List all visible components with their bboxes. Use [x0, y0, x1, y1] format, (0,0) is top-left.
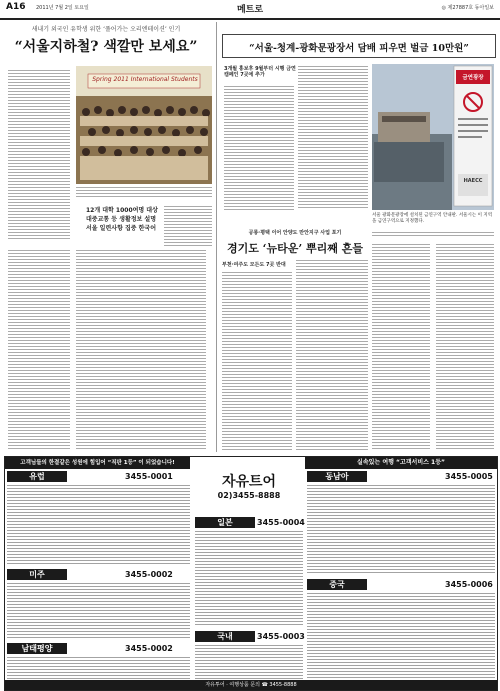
- column-divider: [216, 22, 217, 452]
- students-photo: [76, 66, 212, 184]
- china-listings: [307, 593, 495, 679]
- sign-text: HAECC: [463, 178, 483, 184]
- story2-body-text-3: [372, 232, 494, 238]
- sign-photo-caption: 서울 광화문광장에 설치된 금연구역 안내판. 서울시는 이 지역을 금연구역으로 지정했다.: [372, 213, 493, 224]
- region-header-southeast-asia: [307, 471, 367, 482]
- region-phone-china: 3455-0006: [445, 580, 493, 589]
- travel-advertisement: [4, 456, 498, 691]
- region-phone-domestic: 3455-0003: [257, 632, 305, 641]
- domestic-listings: [195, 645, 303, 679]
- story1-body-text-3: [76, 250, 206, 450]
- story1-body-text: [8, 70, 70, 240]
- story2-body-text-2: [298, 66, 368, 210]
- story4-body-text: [372, 244, 430, 450]
- story1-body-text-4: [164, 206, 212, 246]
- story1-pull-quote: 12개 대학 1000여명 대상 대중교통 등 생활정보 설명 서울 일련사항 집중 한국어: [86, 207, 158, 232]
- brand-phone: 02)3455-8888: [217, 491, 281, 500]
- story1-headline: “서울지하철? 색깔만 보세요”: [14, 39, 198, 55]
- story2-body-text: [224, 86, 294, 210]
- region-header-americas: [7, 569, 67, 580]
- region-name: 국내: [217, 632, 233, 641]
- story1-kicker: 새내기 외국인 유학생 위한 ‘풀어가는 오리엔테이션’ 인기: [31, 26, 181, 33]
- europe-listings: [7, 485, 190, 565]
- region-name: 미주: [29, 570, 45, 579]
- japan-listings: [195, 531, 303, 627]
- region-name: 일본: [217, 518, 233, 527]
- no-smoking-sign-photo: [372, 64, 494, 210]
- story2-headline-box: [222, 34, 496, 58]
- photo-banner: Spring 2011 International Students: [92, 76, 198, 83]
- region-header-japan: [195, 517, 255, 528]
- story1-body-text-2: [8, 250, 70, 450]
- page-number: A16: [6, 2, 26, 12]
- story3-subhead: 부천·여주도 모든도 7곳 반대: [222, 262, 286, 268]
- region-phone-south-pacific: 3455-0002: [125, 644, 173, 653]
- region-name: 남태평양: [21, 644, 53, 653]
- region-header-south-pacific: [7, 643, 67, 654]
- ad-banner: 고객님들의 한결같은 성원에 힘입어 “직판 1등” 이 되었습니다!: [5, 457, 190, 469]
- region-header-domestic: [195, 631, 255, 642]
- story2-subhead: 3개월 홍보후 9월부터 시행 금연 캠페인 7곳에 추가: [224, 66, 296, 78]
- region-phone-europe: 3455-0001: [125, 472, 173, 481]
- americas-listings: [7, 583, 190, 639]
- region-header-europe: [7, 471, 67, 482]
- sign-title: 금연광장: [462, 75, 484, 81]
- publisher-info: ◎ 제27887호 동아일보: [441, 5, 494, 11]
- region-header-china: [307, 579, 367, 590]
- story3-body-text: [222, 272, 292, 450]
- ad-footer: 자유투어 · 여행상품 문의 ☎ 3455-8888: [5, 680, 497, 690]
- south-pacific-listings: [7, 657, 190, 679]
- region-name: 유럽: [29, 472, 45, 481]
- story3-headline: 경기도 ‘뉴타운’ 뿌리째 흔들: [226, 242, 364, 255]
- story2-headline: “서울-청계-광화문광장서 담배 피우면 벌금 10만원”: [249, 43, 469, 54]
- students-photo-caption: [76, 187, 212, 197]
- ad-slogan: 실속있는 여행 “고객서비스 1등”: [305, 457, 497, 469]
- southeast-asia-listings: [307, 485, 495, 575]
- brand-name: 자유트어: [221, 474, 277, 490]
- issue-date: 2011년 7월 2일 토요일: [36, 5, 89, 11]
- story4-body-text-2: [436, 244, 494, 450]
- brand-block: [195, 471, 303, 511]
- story3-body-text-2: [296, 260, 368, 450]
- region-name: 동남아: [325, 472, 349, 481]
- section-title: 메트로: [236, 5, 264, 15]
- region-phone-japan: 3455-0004: [257, 518, 305, 527]
- page-header: [0, 0, 500, 20]
- region-name: 중국: [329, 580, 345, 589]
- story3-kicker: 공릉·평택 이어 안양도 만안지구 사업 포기: [248, 230, 342, 236]
- region-phone-southeast-asia: 3455-0005: [445, 472, 493, 481]
- region-phone-americas: 3455-0002: [125, 570, 173, 579]
